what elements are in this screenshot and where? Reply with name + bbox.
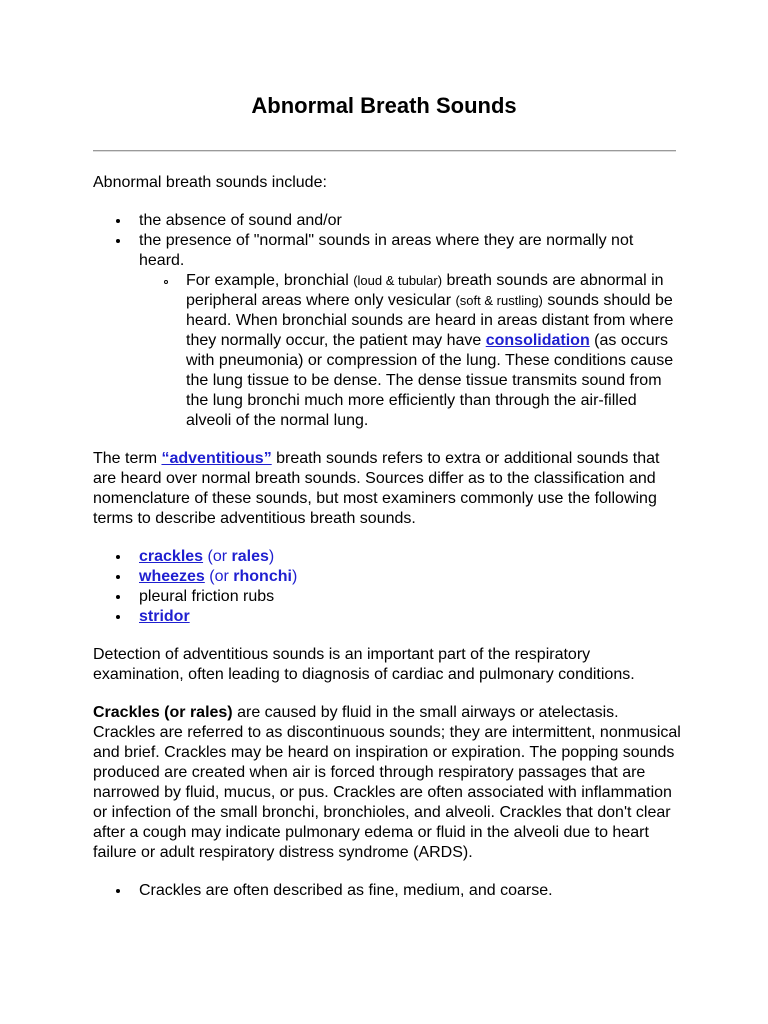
- text-span: breath sounds refers to extra or additional sounds that are heard over normal breath sounds. Sources differ as to the classification and nomenclature of these sounds, but most examiners commonly use the following terms to describe adventitious breath sounds.: [93, 450, 660, 527]
- small-note: (soft & rustling): [455, 293, 543, 308]
- text-span: For example, bronchial: [186, 272, 354, 289]
- text-span: (or: [203, 548, 232, 565]
- adventitious-paragraph: [93, 449, 683, 529]
- rhonchi-link[interactable]: rhonchi: [233, 568, 292, 585]
- crackles-heading: Crackles (or rales): [93, 704, 233, 721]
- wheezes-link[interactable]: wheezes: [139, 568, 205, 585]
- consolidation-link[interactable]: consolidation: [485, 332, 590, 349]
- list-item: pleural friction rubs: [139, 587, 683, 607]
- page-title: Abnormal Breath Sounds: [251, 93, 517, 118]
- sub-list: [139, 271, 683, 431]
- intro-paragraph: Abnormal breath sounds include:: [93, 174, 327, 191]
- crackles-link[interactable]: crackles: [139, 548, 204, 565]
- text-span: sounds should be heard. When bronchial sounds are heard in areas distant from where they normally occur, the patient may have: [186, 292, 674, 349]
- text-span: The term: [93, 450, 162, 467]
- stridor-link[interactable]: stridor: [139, 608, 190, 625]
- text-span: (as occurs with pneumonia) or compression of the lung. These conditions cause the lung tissue to be dense. The dense tissue transmits sound from the lung bronchi much more efficiently than through the air-filled alveoli of the normal lung.: [186, 332, 674, 429]
- list-item: the absence of sound and/or: [139, 211, 683, 231]
- sub-list-item: [186, 271, 683, 431]
- adventitious-sounds-list: [93, 547, 683, 627]
- abnormal-sounds-list: [93, 211, 683, 431]
- list-item: [139, 567, 683, 587]
- adventitious-link[interactable]: “adventitious”: [161, 450, 272, 467]
- text-span: (or: [204, 568, 234, 585]
- crackles-list: [93, 881, 683, 901]
- list-item: [139, 607, 683, 627]
- horizontal-divider: [93, 150, 676, 152]
- list-item: Crackles are often described as fine, medium, and coarse.: [139, 881, 683, 901]
- text-span: ): [268, 548, 275, 565]
- rales-link[interactable]: rales: [231, 548, 269, 565]
- text-span: breath sounds are abnormal in peripheral areas where only vesicular: [186, 272, 664, 309]
- small-note: (loud & tubular): [353, 273, 443, 288]
- document-body: [93, 173, 683, 919]
- crackles-paragraph: [93, 703, 683, 863]
- list-item: [139, 547, 683, 567]
- detection-paragraph: Detection of adventitious sounds is an important part of the respiratory examination, often leading to diagnosis of cardiac and pulmonary conditions.: [93, 646, 635, 683]
- list-item-text: the presence of "normal" sounds in areas where they are normally not heard.: [139, 232, 634, 269]
- text-span: ): [291, 568, 298, 585]
- list-item: [139, 231, 683, 431]
- text-span: are caused by fluid in the small airways or atelectasis. Crackles are referred to as discontinuous sounds; they are intermittent, nonmusical and brief. Crackles may be heard on inspiration or expiration. The popping sounds produced are created when air is forced through respiratory passages that are narrowed by fluid, mucus, or pus. Crackles are often associated with inflammation or infection of the small bronchi, bronchioles, and alveoli. Crackles that don't clear after a cough may indicate pulmonary edema or fluid in the alveoli due to heart failure or adult respiratory distress syndrome (ARDS).: [93, 704, 681, 861]
